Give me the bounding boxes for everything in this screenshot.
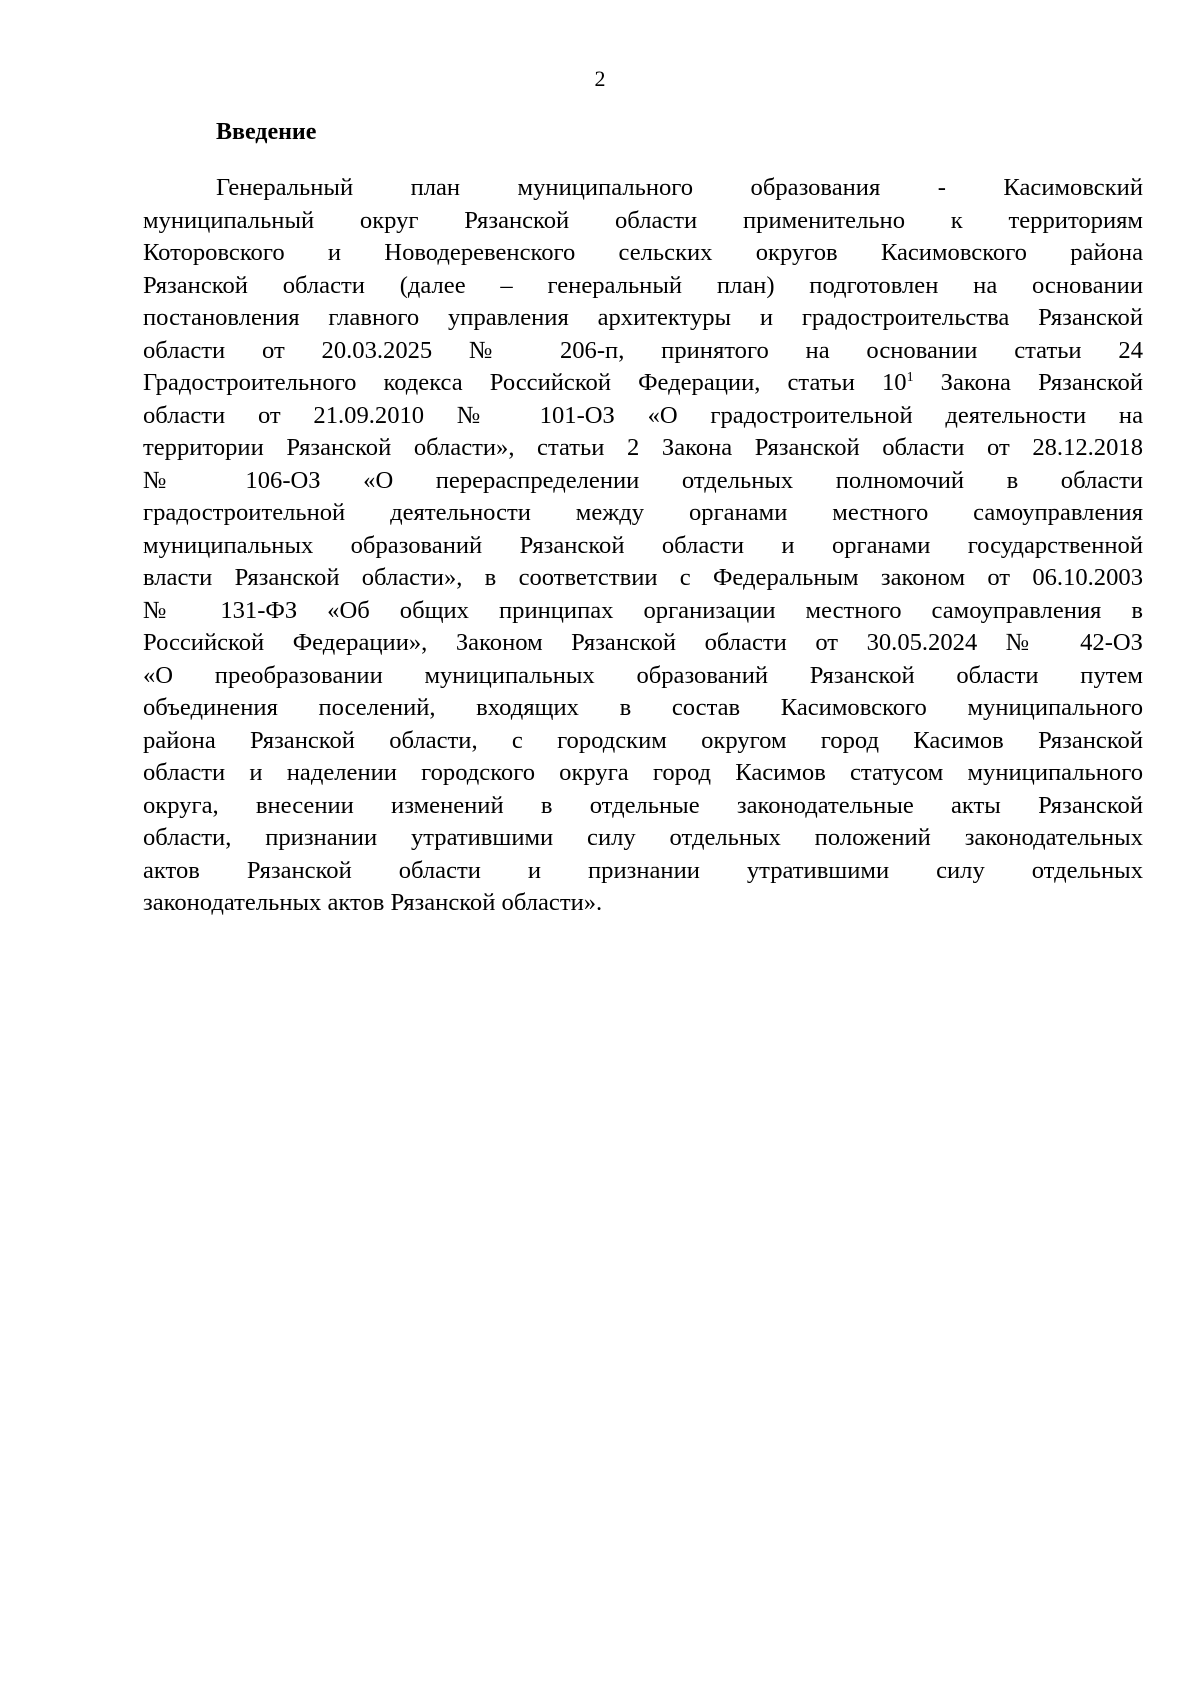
paragraph-line: области, признании утратившими силу отдельных положений законодательных (143, 824, 1143, 851)
paragraph-line-text: Градостроительного кодекса Российской Федерации, статьи 10 (143, 369, 907, 396)
paragraph-line: «О преобразовании муниципальных образований Рязанской области путем (143, 661, 1143, 689)
paragraph-line: территории Рязанской области», статьи 2 Закона Рязанской области от 28.12.2018 (143, 434, 1143, 461)
paragraph-line: власти Рязанской области», в соответствии с Федеральным законом от 06.10.2003 (143, 564, 1143, 591)
paragraph-line: № 131-ФЗ «Об общих принципах организации местного самоуправления в (143, 596, 1143, 624)
paragraph-line: области и наделении городского округа город Касимов статусом муниципального (143, 759, 1143, 786)
paragraph-line: Рязанской области (далее – генеральный план) подготовлен на основании (143, 271, 1143, 299)
paragraph-line: законодательных актов Рязанской области». (143, 889, 603, 916)
paragraph-line: муниципальный округ Рязанской области применительно к территориям (143, 206, 1143, 234)
paragraph-line: актов Рязанской области и признании утратившими силу отдельных (143, 856, 1143, 884)
paragraph-line: Российской Федерации», Законом Рязанской области от 30.05.2024 № 42-ОЗ (143, 629, 1143, 656)
section-heading: Введение (216, 119, 317, 145)
page-number: 2 (594, 66, 606, 91)
paragraph-line: округа, внесении изменений в отдельные законодательные акты Рязанской (143, 791, 1143, 819)
paragraph-line: № 106-ОЗ «О перераспределении отдельных полномочий в области (143, 466, 1143, 494)
paragraph-line: муниципальных образований Рязанской области и органами государственной (143, 531, 1143, 559)
paragraph-line: Которовского и Новодеревенского сельских округов Касимовского района (143, 239, 1143, 266)
paragraph-line: постановления главного управления архитектуры и градостроительства Рязанской (143, 304, 1143, 331)
paragraph-line: области от 20.03.2025 № 206-п, принятого на основании статьи 24 (143, 336, 1143, 364)
paragraph-line: объединения поселений, входящих в состав Касимовского муниципального (143, 694, 1143, 721)
paragraph-line: области от 21.09.2010 № 101-ОЗ «О градостроительной деятельности на (143, 401, 1143, 429)
introduction-paragraph (143, 172, 1143, 920)
paragraph-line (143, 367, 1143, 400)
paragraph-line: Генеральный план муниципального образования - Касимовский (216, 174, 1143, 201)
paragraph-line-text: Закона Рязанской (913, 369, 1143, 396)
paragraph-line: района Рязанской области, с городским округом город Касимов Рязанской (143, 726, 1143, 754)
paragraph-line: градостроительной деятельности между органами местного самоуправления (143, 499, 1143, 526)
superscript-1: 1 (906, 369, 914, 385)
